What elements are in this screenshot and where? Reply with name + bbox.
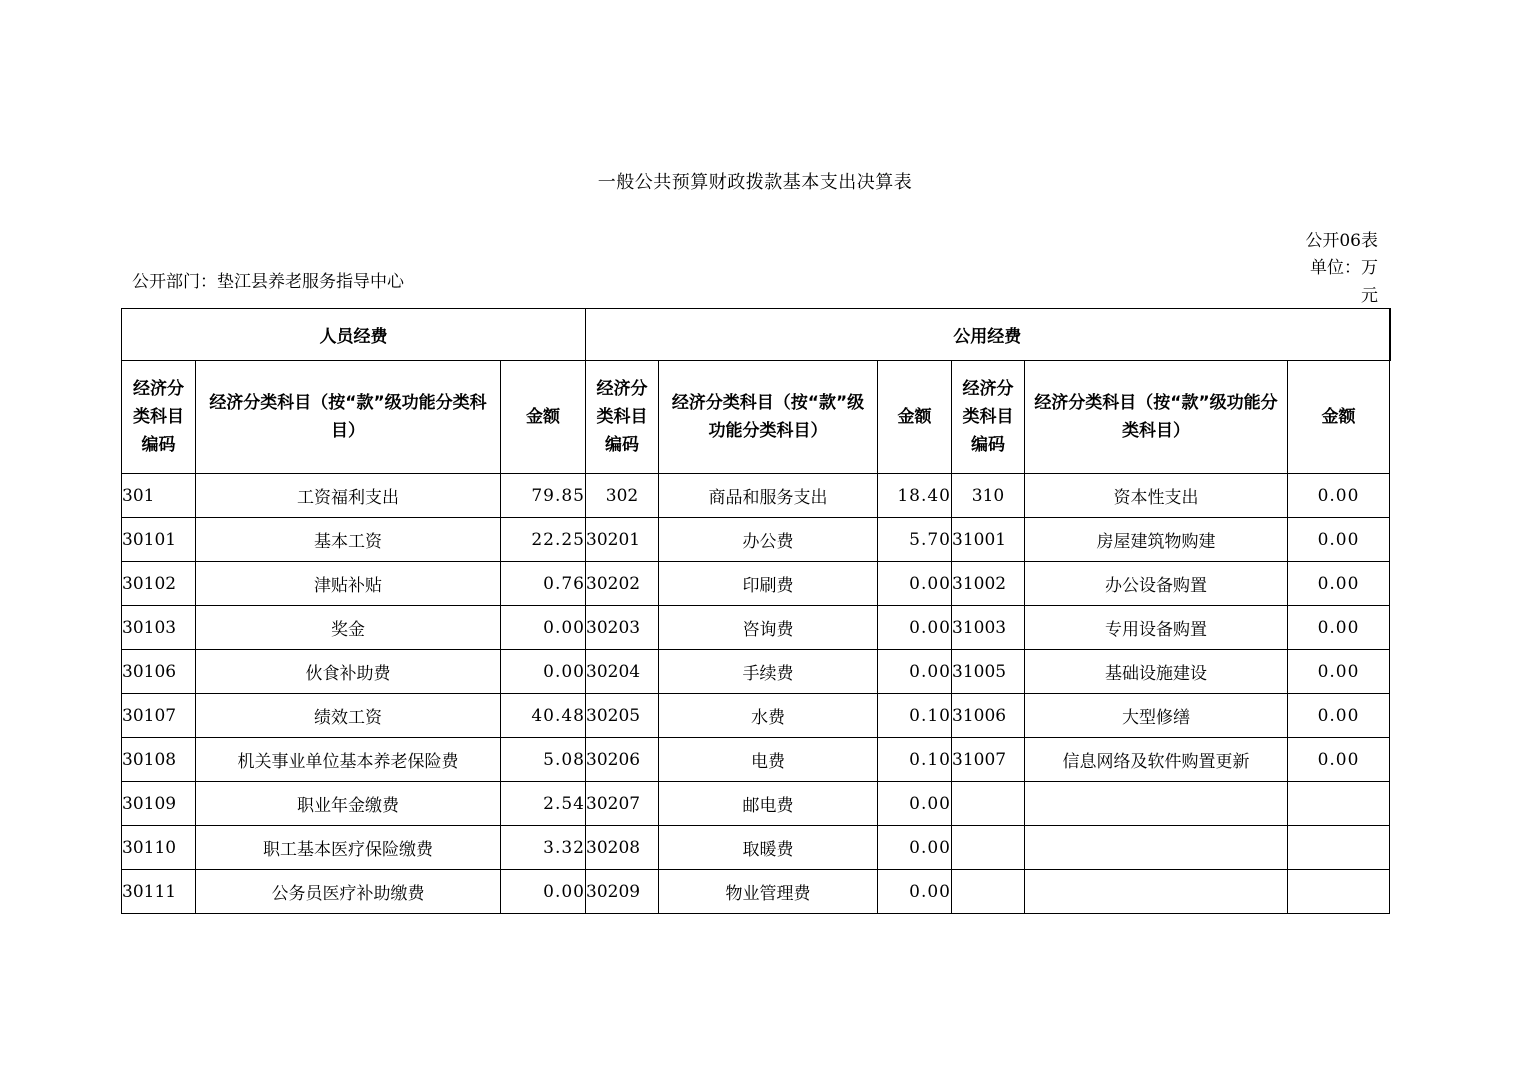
table-row bbox=[122, 474, 1390, 518]
goods-item: 物业管理费 bbox=[659, 870, 878, 914]
header-name: 经济分类科目（按“款”级功能分类科目） bbox=[196, 361, 501, 474]
goods-amount: 0.00 bbox=[878, 650, 952, 694]
capital-item bbox=[1025, 870, 1288, 914]
goods-amount: 0.10 bbox=[878, 738, 952, 782]
personnel-amount: 40.48 bbox=[501, 694, 586, 738]
personnel-item: 职业年金缴费 bbox=[196, 782, 501, 826]
table-row bbox=[122, 782, 1390, 826]
goods-item: 邮电费 bbox=[659, 782, 878, 826]
department-label: 公开部门：垫江县养老服务指导中心 bbox=[132, 272, 404, 292]
capital-item: 专用设备购置 bbox=[1025, 606, 1288, 650]
goods-code: 30205 bbox=[586, 694, 659, 738]
personnel-amount: 2.54 bbox=[501, 782, 586, 826]
personnel-item: 津贴补贴 bbox=[196, 562, 501, 606]
personnel-code: 301 bbox=[122, 474, 196, 518]
unit-label: 单位：万元 bbox=[1310, 258, 1378, 306]
table-row bbox=[122, 870, 1390, 914]
capital-code: 31007 bbox=[952, 738, 1025, 782]
goods-item: 手续费 bbox=[659, 650, 878, 694]
goods-code: 30204 bbox=[586, 650, 659, 694]
goods-item: 咨询费 bbox=[659, 606, 878, 650]
goods-amount: 0.00 bbox=[878, 826, 952, 870]
goods-code: 30208 bbox=[586, 826, 659, 870]
personnel-amount: 22.25 bbox=[501, 518, 586, 562]
capital-amount: 0.00 bbox=[1288, 694, 1390, 738]
personnel-item: 奖金 bbox=[196, 606, 501, 650]
capital-amount: 0.00 bbox=[1288, 738, 1390, 782]
capital-code bbox=[952, 826, 1025, 870]
table-row bbox=[122, 738, 1390, 782]
page-title: 一般公共预算财政拨款基本支出决算表 bbox=[597, 172, 913, 193]
capital-item: 房屋建筑物购建 bbox=[1025, 518, 1288, 562]
table-row bbox=[122, 606, 1390, 650]
capital-code: 31005 bbox=[952, 650, 1025, 694]
goods-code: 302 bbox=[586, 474, 659, 518]
header-code: 经济分类科目编码 bbox=[952, 361, 1025, 474]
budget-table bbox=[121, 308, 1391, 914]
personnel-code: 30103 bbox=[122, 606, 196, 650]
group-public: 公用经费 bbox=[586, 309, 1390, 361]
goods-code: 30201 bbox=[586, 518, 659, 562]
personnel-code: 30107 bbox=[122, 694, 196, 738]
personnel-amount: 5.08 bbox=[501, 738, 586, 782]
personnel-item: 职工基本医疗保险缴费 bbox=[196, 826, 501, 870]
capital-code: 31001 bbox=[952, 518, 1025, 562]
goods-code: 30206 bbox=[586, 738, 659, 782]
capital-code: 31003 bbox=[952, 606, 1025, 650]
personnel-amount: 0.76 bbox=[501, 562, 586, 606]
table-row bbox=[122, 562, 1390, 606]
capital-item bbox=[1025, 782, 1288, 826]
goods-amount: 5.70 bbox=[878, 518, 952, 562]
header-name: 经济分类科目（按“款”级功能分类科目） bbox=[1025, 361, 1288, 474]
personnel-code: 30111 bbox=[122, 870, 196, 914]
capital-amount bbox=[1288, 782, 1390, 826]
header-code: 经济分类科目编码 bbox=[122, 361, 196, 474]
capital-amount: 0.00 bbox=[1288, 650, 1390, 694]
capital-item: 大型修缮 bbox=[1025, 694, 1288, 738]
personnel-code: 30108 bbox=[122, 738, 196, 782]
personnel-item: 绩效工资 bbox=[196, 694, 501, 738]
goods-item: 水费 bbox=[659, 694, 878, 738]
personnel-item: 伙食补助费 bbox=[196, 650, 501, 694]
capital-item: 信息网络及软件购置更新 bbox=[1025, 738, 1288, 782]
goods-amount: 0.00 bbox=[878, 562, 952, 606]
goods-code: 30203 bbox=[586, 606, 659, 650]
table-row bbox=[122, 694, 1390, 738]
header-amount: 金额 bbox=[878, 361, 952, 474]
goods-amount: 0.00 bbox=[878, 606, 952, 650]
capital-item: 基础设施建设 bbox=[1025, 650, 1288, 694]
capital-code bbox=[952, 782, 1025, 826]
header-name: 经济分类科目（按“款”级功能分类科目） bbox=[659, 361, 878, 474]
personnel-code: 30101 bbox=[122, 518, 196, 562]
table-row bbox=[122, 826, 1390, 870]
personnel-item: 工资福利支出 bbox=[196, 474, 501, 518]
personnel-code: 30106 bbox=[122, 650, 196, 694]
goods-item: 商品和服务支出 bbox=[659, 474, 878, 518]
capital-item: 资本性支出 bbox=[1025, 474, 1288, 518]
capital-code: 31002 bbox=[952, 562, 1025, 606]
header-code: 经济分类科目编码 bbox=[586, 361, 659, 474]
personnel-item: 机关事业单位基本养老保险费 bbox=[196, 738, 501, 782]
personnel-amount: 0.00 bbox=[501, 870, 586, 914]
goods-item: 印刷费 bbox=[659, 562, 878, 606]
goods-amount: 0.10 bbox=[878, 694, 952, 738]
personnel-item: 公务员医疗补助缴费 bbox=[196, 870, 501, 914]
column-header-row bbox=[122, 361, 1390, 474]
table-row bbox=[122, 518, 1390, 562]
personnel-code: 30109 bbox=[122, 782, 196, 826]
goods-amount: 18.40 bbox=[878, 474, 952, 518]
personnel-code: 30102 bbox=[122, 562, 196, 606]
personnel-amount: 0.00 bbox=[501, 606, 586, 650]
capital-amount: 0.00 bbox=[1288, 474, 1390, 518]
goods-amount: 0.00 bbox=[878, 782, 952, 826]
personnel-amount: 79.85 bbox=[501, 474, 586, 518]
form-number: 公开06表 bbox=[1305, 231, 1378, 251]
personnel-item: 基本工资 bbox=[196, 518, 501, 562]
capital-code: 310 bbox=[952, 474, 1025, 518]
goods-code: 30202 bbox=[586, 562, 659, 606]
table-row bbox=[122, 650, 1390, 694]
goods-amount: 0.00 bbox=[878, 870, 952, 914]
goods-item: 电费 bbox=[659, 738, 878, 782]
header-amount: 金额 bbox=[1288, 361, 1390, 474]
personnel-amount: 3.32 bbox=[501, 826, 586, 870]
goods-code: 30209 bbox=[586, 870, 659, 914]
goods-code: 30207 bbox=[586, 782, 659, 826]
capital-amount: 0.00 bbox=[1288, 518, 1390, 562]
capital-amount: 0.00 bbox=[1288, 606, 1390, 650]
group-header-row bbox=[122, 309, 1390, 361]
group-personnel: 人员经费 bbox=[122, 309, 586, 361]
capital-item bbox=[1025, 826, 1288, 870]
goods-item: 取暖费 bbox=[659, 826, 878, 870]
personnel-code: 30110 bbox=[122, 826, 196, 870]
personnel-amount: 0.00 bbox=[501, 650, 586, 694]
capital-code bbox=[952, 870, 1025, 914]
goods-item: 办公费 bbox=[659, 518, 878, 562]
capital-amount bbox=[1288, 870, 1390, 914]
capital-amount bbox=[1288, 826, 1390, 870]
capital-amount: 0.00 bbox=[1288, 562, 1390, 606]
header-amount: 金额 bbox=[501, 361, 586, 474]
capital-item: 办公设备购置 bbox=[1025, 562, 1288, 606]
capital-code: 31006 bbox=[952, 694, 1025, 738]
